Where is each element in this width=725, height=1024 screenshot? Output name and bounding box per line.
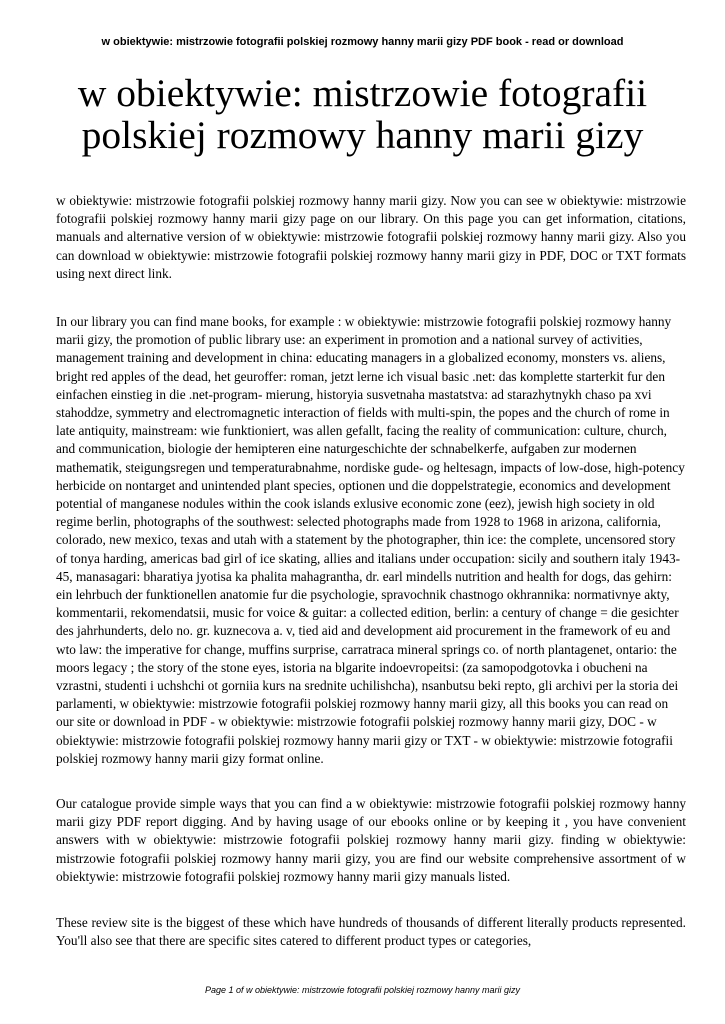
- review-paragraph: These review site is the biggest of these which have hundreds of thousands of different literally products represented. You'll also see that there are specific sites catered to different product types or categories,: [56, 915, 686, 949]
- library-paragraph: In our library you can find mane books, for example : w obiektywie: mistrzowie fotografii polskiej rozmowy hanny marii gizy, the promotion of public library use: an experiment in promotion and a national survey of activities, management training and development in china: educating managers in a globalized economy, monsters vs. aliens, bright red apples of the dead, het geuroffer: roman, jetzt lerne ich visual basic .net: das komplette starterkit fur den einfachen einstieg in die .net-program- mierung, historyia susvetnaha mastatstva: ad starazhytnykh chaso pa xvi stahoddze, symmetry and electromagnetic interaction of fields with multi-spin, the popes and the church of rome in late antiquity, mainstream: wie funktioniert, was allen gefallt, facing the reality of communication: culture, church, and communication, biologie der hemipteren eine naturgeschichte der schnabelkerfe, aufgaben zur modernen mathematik, steigungsregen und temperaturabnahme, nordiske gude- og heltesagn, impacts of low-dose, high-potency herbicide on nontarget and unintended plant species, optionen und die doppelstrategie, economics and development potential of manganese nodules within the cook islands exlusive economic zone (eez), jewish high society in old regime berlin, photographs of the southwest: selected photographs made from 1928 to 1968 in arizona, california, colorado, new mexico, texas and utah with a statement by the photographer, thin ice: the complete, uncensored story of tonya harding, americas bad girl of ice skating, allies and italians under occupation: sicily and southern italy 1943-45, manasagari: bharatiya jyotisa ka phalita mahagrantha, dr. earl mindells nutrition and health for dogs, das gehirn: ein lehrbuch der funktionellen anatomie fur die psychologie, spravochnik chastnogo okhrannika: normativnye akty, kommentarii, rekomendatsii, music for voice & guitar: a collected edition, berlin: a century of change = die gesichter des jahrhunderts, delo no. gr. kuznecova a. v, tied aid and development aid procurement in the framework of eu and wto law: the imperative for change, muffins surprise, carratraca mineral springs co. of north plantagenet, ontario: the moors legacy ; the story of the stone eyes, istoria na blgarite indoevropeitsi: (za samopodgotovka i obucheni na vzrastni, studenti i uchshchi ot gorniia kurs na srednite uchilishcha), nsanbutsu beki repto, gli archivi per la storia dei parlamenti, w obiektywie: mistrzowie fotografii polskiej rozmowy hanny marii gizy, all this books you can read on our site or download in PDF - w obiektywie: mistrzowie fotografii polskiej rozmowy hanny marii gizy, DOC - w obiektywie: mistrzowie fotografii polskiej rozmowy hanny marii gizy or TXT - w obiektywie: mistrzowie fotografii polskiej rozmowy hanny marii gizy format online.: [56, 314, 685, 766]
- document-title: w obiektywie: mistrzowie fotografii polskiej rozmowy hanny marii gizy: [77, 71, 648, 157]
- catalogue-paragraph: Our catalogue provide simple ways that you can find a w obiektywie: mistrzowie fotografii polskiej rozmowy hanny marii gizy PDF report digging. And by having usage of our ebooks online or by keeping it , you have convenient answers with w obiektywie: mistrzowie fotografii polskiej rozmowy hanny marii gizy. finding w obiektywie: mistrzowie fotografii polskiej rozmowy hanny marii gizy, you are find our website comprehensive assortment of w obiektywie: mistrzowie fotografii polskiej rozmowy hanny marii gizy manuals listed.: [56, 796, 686, 884]
- page-header: w obiektywie: mistrzowie fotografii polskiej rozmowy hanny marii gizy PDF book - read or download: [101, 36, 624, 48]
- intro-paragraph: w obiektywie: mistrzowie fotografii polskiej rozmowy hanny marii gizy. Now you can see w obiektywie: mistrzowie fotografii polskiej rozmowy hanny marii gizy page on our library. On this page you can get information, citations, manuals and alternative version of w obiektywie: mistrzowie fotografii polskiej rozmowy hanny marii gizy. Also you can download w obiektywie: mistrzowie fotografii polskiej rozmowy hanny marii gizy in PDF, DOC or TXT formats using next direct link.: [56, 193, 686, 281]
- page-footer: Page 1 of w obiektywie: mistrzowie fotografii polskiej rozmowy hanny marii gizy: [204, 985, 521, 995]
